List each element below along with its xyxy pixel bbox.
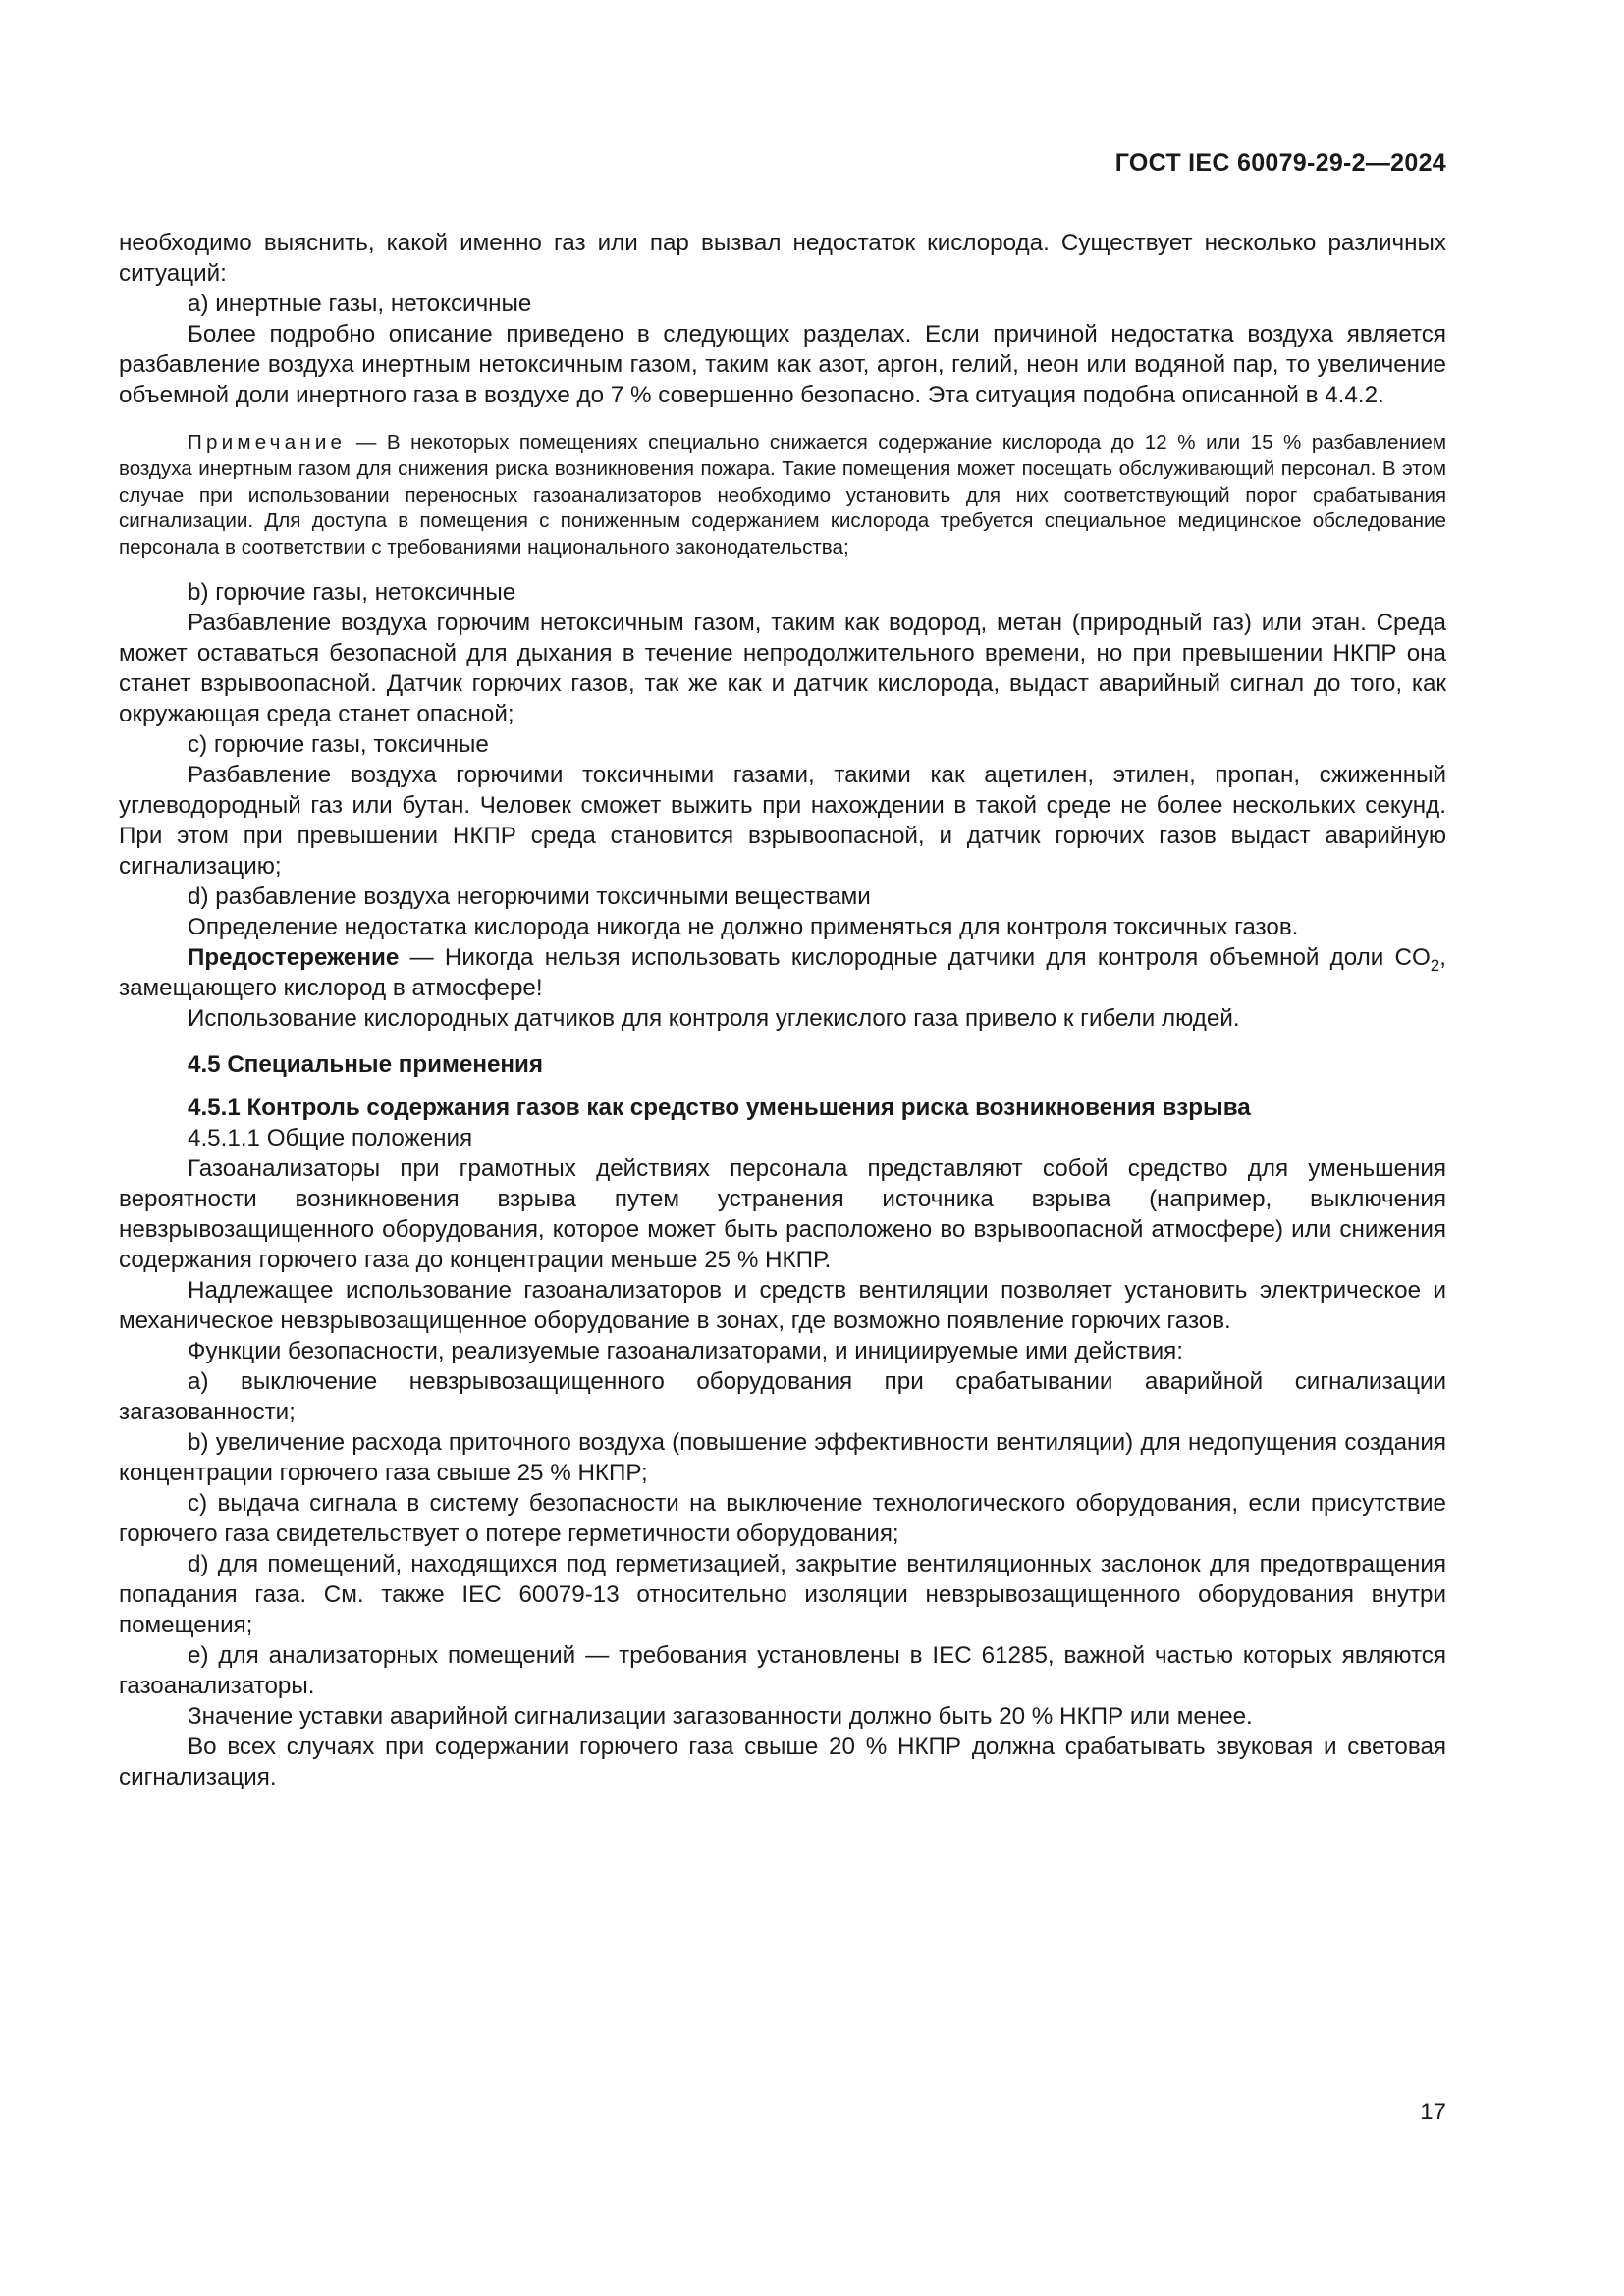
section-paragraph-2: Надлежащее использование газоанализаторов и средств вентиляции позволяет установить электрическое и механическое невзрывозащищенное оборудование в зонах, где возможно появление горючих газов. (119, 1276, 1446, 1334)
document-body (119, 228, 1446, 1792)
page-number: 17 (1420, 2099, 1446, 2125)
list-item-a-text: Более подробно описание приведено в следующих разделах. Если причиной недостатка воздуха является разбавление воздуха инертным нетоксичным газом, таким как азот, аргон, гелий, неон или водяной пар, то увеличение объемной доли инертного газа в воздухе до 7 % совершенно безопасно. Эта ситуация подобна описанной в 4.4.2. (119, 321, 1446, 408)
list-item-b-title: b) горючие газы, нетоксичные (188, 578, 516, 606)
warning-text-end: , замещающего кислород в атмосфере! (119, 943, 1446, 1001)
section-heading-4-5-1-1: 4.5.1.1 Общие положения (188, 1124, 473, 1151)
list-item-b-text: Разбавление воздуха горючим нетоксичным газом, таким как водород, метан (природный газ) или этан. Среда может оставаться безопасной для дыхания в течение непродолжительного времени, но при превышении НКПР она станет взрывоопасной. Датчик горючих газов, так же как и датчик кислорода, выдаст аварийный сигнал до того, как окружающая среда станет опасной; (119, 609, 1446, 727)
warning-label: Предостережение (188, 943, 400, 971)
section-list-item-a: a) выключение невзрывозащищенного оборудования при срабатывании аварийной сигнализации загазованности; (119, 1367, 1446, 1425)
intro-paragraph: необходимо выяснить, какой именно газ или пар вызвал недостаток кислорода. Существует несколько различных ситуаций: (119, 230, 1446, 287)
note-block (119, 430, 1446, 561)
section-paragraph-5: Во всех случаях при содержании горючего газа свыше 20 % НКПР должна срабатывать звуковая и световая сигнализация. (119, 1733, 1446, 1790)
section-heading-4-5-1: 4.5.1 Контроль содержания газов как средство уменьшения риска возникновения взрыва (188, 1094, 1251, 1121)
section-list-item-c: c) выдача сигнала в систему безопасности на выключение технологического оборудования, если присутствие горючего газа свидетельствует о потере герметичности оборудования; (119, 1489, 1446, 1547)
note-label: Примечание (188, 431, 347, 454)
final-paragraph: Использование кислородных датчиков для контроля углекислого газа привело к гибели людей. (188, 1004, 1240, 1032)
section-list-item-b: b) увеличение расхода приточного воздуха (повышение эффективности вентиляции) для недопущения создания концентрации горючего газа свыше 25 % НКПР; (119, 1428, 1446, 1486)
note-text: — В некоторых помещениях специально снижается содержание кислорода до 12 % или 15 % разбавлением воздуха инертным газом для снижения риска возникновения пожара. Такие помещения может посещать обслуживающий персонал. В этом случае при использовании переносных газоанализаторов необходимо установить для них соответствующий порог срабатывания сигнализации. Для доступа в помещения с пониженным содержанием кислорода требуется специальное медицинское обследование персонала в соответствии с требованиями национального законодательства; (119, 431, 1446, 560)
warning-paragraph (119, 942, 1446, 1003)
section-paragraph-1: Газоанализаторы при грамотных действиях персонала представляют собой средство для уменьшения вероятности возникновения взрыва путем устранения источника взрыва (например, выключения невзрывозащищенного оборудования, которое может быть расположено во взрывоопасной атмосфере) или снижения содержания горючего газа до концентрации меньше 25 % НКПР. (119, 1154, 1446, 1273)
section-list-item-d: d) для помещений, находящихся под герметизацией, закрытие вентиляционных заслонок для предотвращения попадания газа. См. также IEC 60079-13 относительно изоляции невзрывозащищенного оборудования внутри помещения; (119, 1550, 1446, 1638)
list-item-c-text: Разбавление воздуха горючими токсичными газами, такими как ацетилен, этилен, пропан, сжиженный углеводородный газ или бутан. Человек сможет выжить при нахождении в такой среде не более нескольких секунд. При этом при превышении НКПР среда становится взрывоопасной, и датчик горючих газов выдаст аварийную сигнализацию; (119, 761, 1446, 880)
list-item-d-title: d) разбавление воздуха негорючими токсичными веществами (188, 882, 871, 910)
section-list-item-e: e) для анализаторных помещений — требования установлены в IEC 61285, важной частью которых являются газоанализаторы. (119, 1641, 1446, 1699)
warning-text: — Никогда нельзя использовать кислородные датчики для контроля объемной доли CO (399, 943, 1431, 971)
page-header-standard: ГОСТ IEC 60079-29-2—2024 (1114, 149, 1446, 177)
section-paragraph-4: Значение уставки аварийной сигнализации загазованности должно быть 20 % НКПР или менее. (188, 1702, 1253, 1730)
section-paragraph-3: Функции безопасности, реализуемые газоанализаторами, и инициируемые ими действия: (188, 1337, 1183, 1364)
warning-subscript: 2 (1430, 955, 1440, 975)
list-item-d-text: Определение недостатка кислорода никогда не должно применяться для контроля токсичных газов. (188, 913, 1299, 940)
list-item-a-title: a) инертные газы, нетоксичные (188, 291, 532, 317)
section-heading-4-5: 4.5 Специальные применения (188, 1050, 543, 1078)
list-item-c-title: c) горючие газы, токсичные (188, 730, 489, 758)
